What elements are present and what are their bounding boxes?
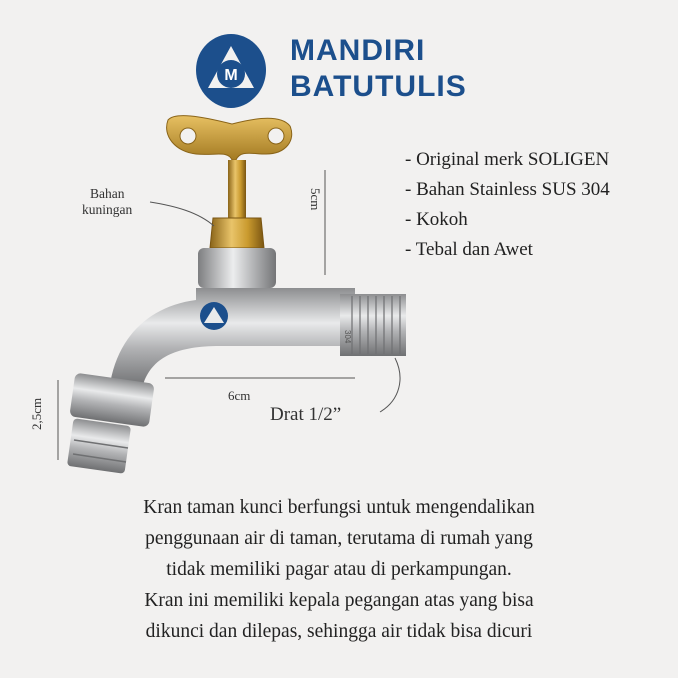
thread-label: Drat 1/2” (270, 404, 342, 425)
description-line: penggunaan air di taman, terutama di rumah yang (145, 528, 533, 549)
brand-name-line-2: BATUTULIS (290, 70, 467, 103)
width-label: 6cm (228, 388, 251, 403)
brass-stem (228, 160, 246, 220)
key-handle (167, 116, 292, 160)
material-label (82, 186, 162, 218)
diameter-label: 2,5cm (29, 397, 44, 430)
thread-pointer-line (380, 358, 400, 412)
height-label: 5cm (308, 188, 323, 211)
product-description (0, 492, 678, 647)
logo-letter: M (224, 67, 238, 84)
brand-name-line-1: MANDIRI (290, 34, 426, 67)
feature-item: - Original merk SOLIGEN (405, 149, 610, 170)
description-line: tidak memiliki pagar atau di perkampungan. (166, 559, 512, 580)
description-line: Kran taman kunci berfungsi untuk mengendalikan (143, 497, 535, 518)
description-line: Kran ini memiliki kepala pegangan atas yang bisa (144, 590, 534, 611)
hose-nozzle (67, 373, 155, 474)
description-line: dikunci dan dilepas, sehingga air tidak bisa dicuri (145, 621, 533, 642)
brand-logo-icon (190, 30, 272, 112)
engraving-text: 304 (343, 330, 352, 344)
feature-item: - Bahan Stainless SUS 304 (405, 179, 610, 200)
material-label-line-2: kuningan (82, 202, 133, 217)
feature-item: - Kokoh (405, 209, 468, 230)
material-label-line-1: Bahan (90, 186, 125, 201)
brass-nut (210, 218, 264, 248)
feature-item: - Tebal dan Awet (405, 239, 533, 260)
faucet-illustration (0, 110, 678, 490)
